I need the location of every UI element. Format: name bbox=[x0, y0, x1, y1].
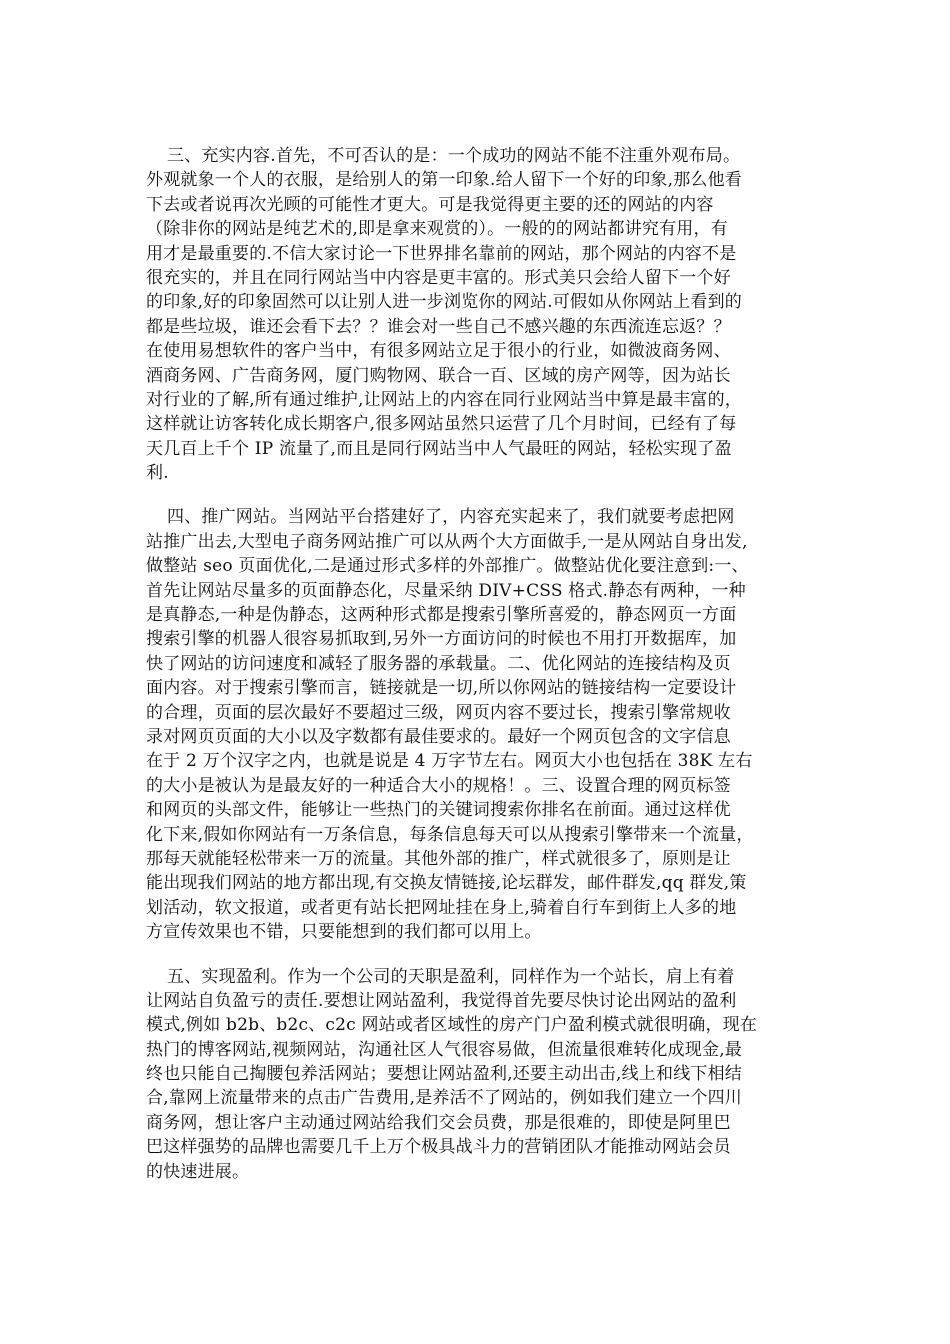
text-line: 都是些垃圾，谁还会看下去？？谁会对一些自己不感兴趣的东西流连忘返？？ bbox=[146, 316, 731, 337]
text-line: 这样就让访客转化成长期客户,很多网站虽然只运营了几个月时间，已经有了每 bbox=[146, 414, 737, 435]
text-line: 录对网页页面的大小以及字数都有最佳要求的。最好一个网页包含的文字信息 bbox=[146, 726, 731, 747]
text-line: 五、实现盈利。作为一个公司的天职是盈利，同样作为一个站长，肩上有着 bbox=[167, 966, 735, 987]
text-line: 面内容。对于搜索引擎而言，链接就是一切,所以你网站的链接结构一定要设计 bbox=[146, 678, 737, 699]
text-line: 能出现我们网站的地方都出现,有交换友情链接,论坛群发，邮件群发,qq 群发,策 bbox=[146, 873, 747, 894]
text-line: 热门的博客网站,视频网站，沟通社区人气很容易做，但流量很难转化成现金,最 bbox=[146, 1039, 743, 1060]
text-line: 巴这样强势的品牌也需要几千上万个极具战斗力的营销团队才能推动网站会员 bbox=[146, 1137, 731, 1158]
text-line: 外观就象一个人的衣服，是给别人的第一印象.给人留下一个好的印象,那么他看 bbox=[146, 170, 743, 191]
text-line: 让网站自负盈亏的责任.要想让网站盈利，我觉得首先要尽快讨论出网站的盈利 bbox=[146, 990, 737, 1011]
text-line: 模式,例如 b2b、b2c、c2c 网站或者区域性的房产门户盈利模式就很明确，现在 bbox=[146, 1015, 758, 1036]
text-line: 用才是最重要的.不信大家讨论一下世界排名靠前的网站，那个网站的内容不是 bbox=[146, 243, 737, 264]
text-line: 那每天就能轻松带来一万的流量。其他外部的推广，样式就很多了，原则是让 bbox=[146, 848, 731, 869]
text-line: 很充实的，并且在同行网站当中内容是更丰富的。形式美只会给人留下一个好 bbox=[146, 267, 731, 288]
text-line: 是真静态,一种是伪静态，这两种形式都是搜索引擎所喜爱的，静态网页一方面 bbox=[146, 605, 737, 626]
text-line: 做整站 seo 页面优化,二是通过形式多样的外部推广。做整站优化要注意到:一、 bbox=[146, 556, 749, 577]
document-body bbox=[146, 144, 808, 1204]
paragraph bbox=[146, 965, 808, 1185]
text-line: 快了网站的访问速度和减轻了服务器的承载量。二、优化网站的连接结构及页 bbox=[146, 653, 731, 674]
text-line: 合,靠网上流量带来的点击广告费用,是养活不了网站的，例如我们建立一个四川 bbox=[146, 1088, 743, 1109]
text-line: 四、推广网站。当网站平台搭建好了，内容充实起来了，我们就要考虑把网 bbox=[167, 507, 735, 528]
text-line: 的印象,好的印象固然可以让别人进一步浏览你的网站.可假如从你网站上看到的 bbox=[146, 292, 743, 313]
text-line: 在使用易想软件的客户当中，有很多网站立足于很小的行业，如微波商务网、 bbox=[146, 341, 731, 362]
text-line: 站推广出去,大型电子商务网站推广可以从两个大方面做手,一是从网站自身出发, bbox=[146, 531, 748, 552]
text-line: 搜索引擎的机器人很容易抓取到,另外一方面访问的时候也不用打开数据库，加 bbox=[146, 629, 737, 650]
paragraph bbox=[146, 505, 808, 944]
paragraph bbox=[146, 144, 808, 485]
text-line: 对行业的了解,所有通过维护,让网站上的内容在同行业网站当中算是最丰富的， bbox=[146, 389, 743, 410]
text-line: 在于 2 万个汉字之内，也就是说是 4 万字节左右。网页大小也包括在 38K 左右 bbox=[146, 751, 753, 772]
text-line: 和网页的头部文件，能够让一些热门的关键词搜索你排名在前面。通过这样优 bbox=[146, 800, 731, 821]
text-line: 天几百上千个 IP 流量了,而且是同行网站当中人气最旺的网站，轻松实现了盈 bbox=[146, 438, 732, 459]
text-line: 首先让网站尽量多的页面静态化，尽量采纳 DIV+CSS 格式.静态有两种，一种 bbox=[146, 580, 746, 601]
text-line: （除非你的网站是纯艺术的,即是拿来观赏的）。一般的的网站都讲究有用，有 bbox=[146, 219, 728, 240]
text-line: 方宣传效果也不错，只要能想到的我们都可以用上。 bbox=[146, 922, 542, 943]
text-line: 三、充实内容.首先，不可否认的是：一个成功的网站不能不注重外观布局。 bbox=[167, 146, 741, 166]
text-line: 利. bbox=[146, 463, 169, 484]
text-line: 终也只能自己掏腰包养活网站；要想让网站盈利,还要主动出击,线上和线下相结 bbox=[146, 1064, 743, 1085]
text-line: 划活动，软文报道，或者更有站长把网址挂在身上,骑着自行车到街上人多的地 bbox=[146, 897, 737, 918]
text-line: 化下来,假如你网站有一万条信息，每条信息每天可以从搜索引擎带来一个流量， bbox=[146, 824, 754, 845]
text-line: 下去或者说再次光顾的可能性才更大。可是我觉得更主要的还的网站的内容 bbox=[146, 194, 714, 215]
text-line: 的合理，页面的层次最好不要超过三级，网页内容不要过长，搜索引擎常规收 bbox=[146, 702, 731, 723]
text-line: 商务网，想让客户主动通过网站给我们交会员费，那是很难的，即使是阿里巴 bbox=[146, 1112, 731, 1133]
text-line: 的大小是被认为是最友好的一种适合大小的规格！。三、设置合理的网页标签 bbox=[146, 775, 731, 796]
text-line: 酒商务网、广告商务网，厦门购物网、联合一百、区域的房产网等，因为站长 bbox=[146, 365, 731, 386]
text-line: 的快速进展。 bbox=[146, 1161, 250, 1182]
